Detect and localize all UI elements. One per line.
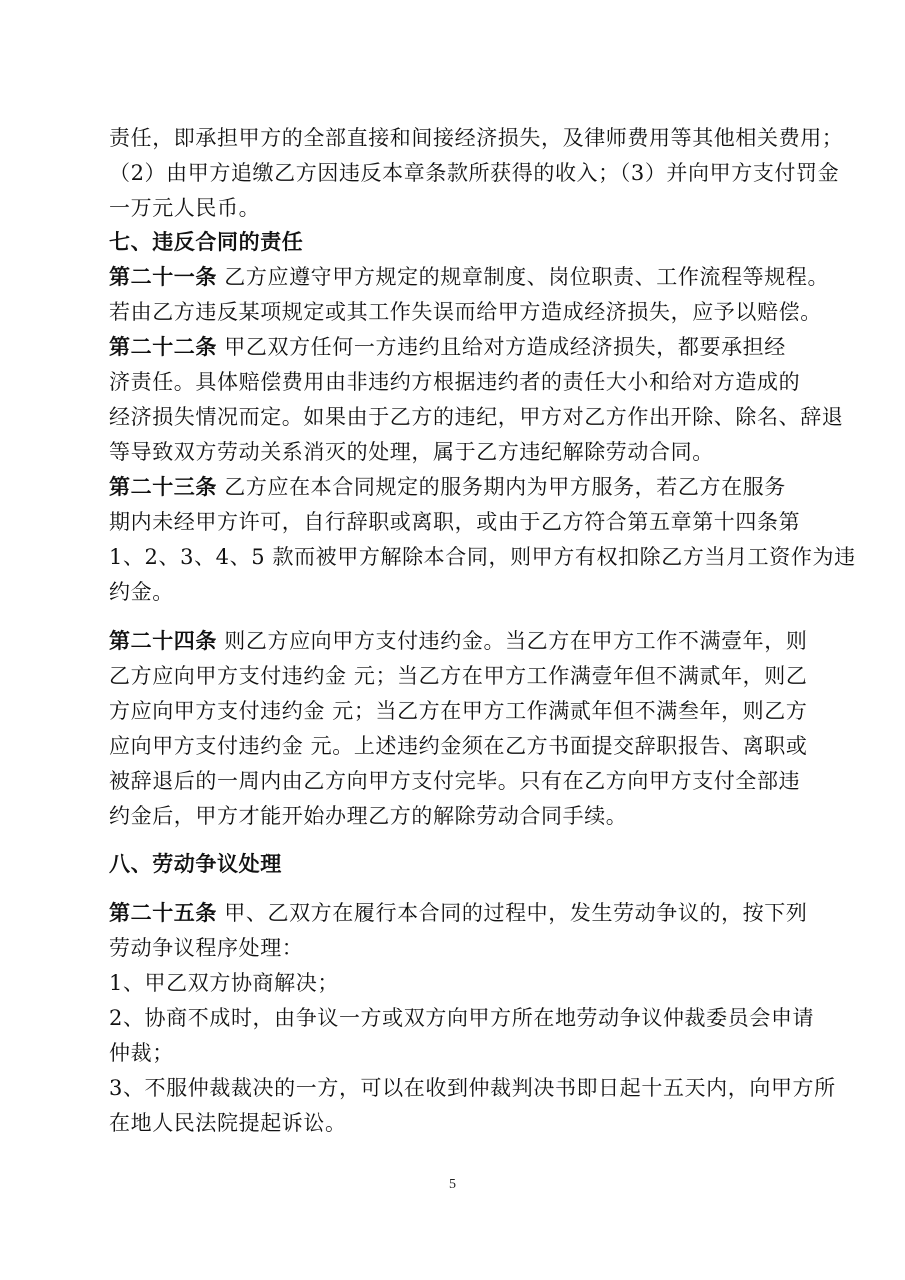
body-line: 经济损失情况而定。如果由于乙方的违纪，甲方对乙方作出开除、除名、辞退 [109,405,844,429]
body-line: 责任，即承担甲方的全部直接和间接经济损失，及律师费用等其他相关费用； [109,126,844,150]
section-heading: 七、违反合同的责任 [109,229,304,254]
article-line: 第二十一条 乙方应遵守甲方规定的规章制度、岗位职责、工作流程等规程。 [109,264,830,289]
section-heading: 八、劳动争议处理 [109,851,282,876]
body-line: 劳动争议程序处理： [109,936,304,960]
article-line: 第二十四条 则乙方应向甲方支付违约金。当乙方在甲方工作不满壹年，则 [109,628,808,653]
article-line: 第二十五条 甲、乙双方在履行本合同的过程中，发生劳动争议的，按下列 [109,900,808,925]
body-line: 约金后，甲方才能开始办理乙方的解除劳动合同手续。 [109,804,628,828]
page-number: 5 [449,1177,456,1192]
body-line: 1、2、3、4、5 款而被甲方解除本合同，则甲方有权扣除乙方当月工资作为违 [109,545,856,569]
list-item: 1、甲乙双方协商解决； [109,971,339,995]
body-line: 若由乙方违反某项规定或其工作失误而给甲方造成经济损失，应予以赔偿。 [109,300,822,324]
article-number: 第二十五条 [109,900,217,925]
list-item: 2、协商不成时，由争议一方或双方向甲方所在地劳动争议仲裁委员会申请 [109,1006,815,1030]
body-line: 等导致双方劳动关系消灭的处理，属于乙方违纪解除劳动合同。 [109,440,714,464]
article-number: 第二十四条 [109,628,217,653]
body-line: 约金。 [109,580,174,604]
article-number: 第二十二条 [109,334,217,359]
list-item: 3、不服仲裁裁决的一方，可以在收到仲裁判决书即日起十五天内，向甲方所 [109,1076,836,1100]
body-line: 应向甲方支付违约金 元。上述违约金须在乙方书面提交辞职报告、离职或 [109,734,808,758]
body-line: 方应向甲方支付违约金 元；当乙方在甲方工作满贰年但不满叁年，则乙方 [109,699,808,723]
body-line: 济责任。具体赔偿费用由非违约方根据违约者的责任大小和给对方造成的 [109,370,801,394]
body-line: 在地人民法院提起诉讼。 [109,1111,347,1135]
body-line: 仲裁； [109,1041,174,1065]
article-line: 第二十二条 甲乙双方任何一方违约且给对方造成经济损失，都要承担经 [109,334,786,359]
body-line: 乙方应向甲方支付违约金 元；当乙方在甲方工作满壹年但不满贰年，则乙 [109,664,808,688]
article-number: 第二十一条 [109,264,217,289]
body-line: 期内未经甲方许可，自行辞职或离职，或由于乙方符合第五章第十四条第 [109,510,801,534]
article-line: 第二十三条 乙方应在本合同规定的服务期内为甲方服务，若乙方在服务 [109,474,786,499]
body-line: 被辞退后的一周内由乙方向甲方支付完毕。只有在乙方向甲方支付全部违 [109,769,801,793]
body-line: 一万元人民币。 [109,196,261,220]
article-number: 第二十三条 [109,474,217,499]
body-line: （2）由甲方追缴乙方因违反本章条款所获得的收入；（3）并向甲方支付罚金 [109,161,840,185]
